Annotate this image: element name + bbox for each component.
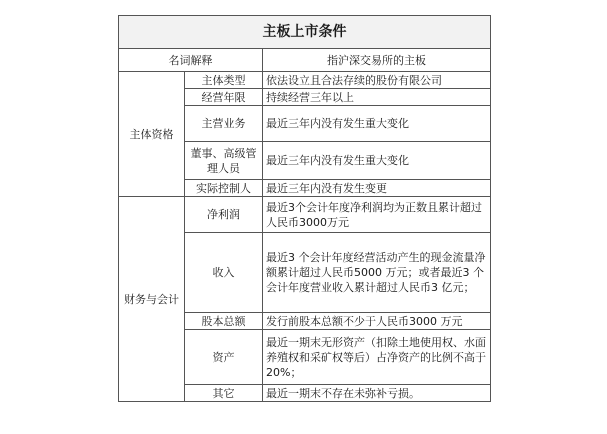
listing-conditions-document xyxy=(118,15,490,402)
item-description: 最近三年内没有发生重大变化 xyxy=(263,142,491,180)
definition-row xyxy=(119,49,491,72)
item-description: 持续经营三年以上 xyxy=(263,89,491,106)
item-description: 最近三年内没有发生重大变化 xyxy=(263,106,491,142)
item-description: 最近三年内没有发生变更 xyxy=(263,180,491,197)
item-label: 实际控制人 xyxy=(185,180,263,197)
item-description: 最近3 个会计年度经营活动产生的现金流量净额累计超过人民币5000 万元；或者最近3 个会计年度营业收入累计超过人民币3 亿元； xyxy=(263,233,491,313)
item-description: 发行前股本总额不少于人民币3000 万元 xyxy=(263,313,491,330)
item-description: 依法设立且合法存续的股份有限公司 xyxy=(263,72,491,89)
group-label-finance: 财务与会计 xyxy=(119,197,185,402)
definition-label: 名词解释 xyxy=(119,49,263,72)
item-label: 董事、高级管理人员 xyxy=(185,142,263,180)
table-row xyxy=(119,197,491,233)
table-title: 主板上市条件 xyxy=(119,16,491,49)
item-label: 主营业务 xyxy=(185,106,263,142)
listing-conditions-table xyxy=(118,15,491,402)
item-label: 收入 xyxy=(185,233,263,313)
item-description: 最近一期末无形资产（扣除土地使用权、水面养殖权和采矿权等后）占净资产的比例不高于20%； xyxy=(263,330,491,385)
item-label: 净利润 xyxy=(185,197,263,233)
item-description: 最近3个会计年度净利润均为正数且累计超过人民币3000万元 xyxy=(263,197,491,233)
item-description: 最近一期末不存在未弥补亏损。 xyxy=(263,385,491,402)
item-label: 资产 xyxy=(185,330,263,385)
table-row xyxy=(119,72,491,89)
item-label: 其它 xyxy=(185,385,263,402)
definition-value: 指沪深交易所的主板 xyxy=(263,49,491,72)
item-label: 股本总额 xyxy=(185,313,263,330)
item-label: 主体类型 xyxy=(185,72,263,89)
title-row xyxy=(119,16,491,49)
item-label: 经营年限 xyxy=(185,89,263,106)
group-label-entity: 主体资格 xyxy=(119,72,185,197)
